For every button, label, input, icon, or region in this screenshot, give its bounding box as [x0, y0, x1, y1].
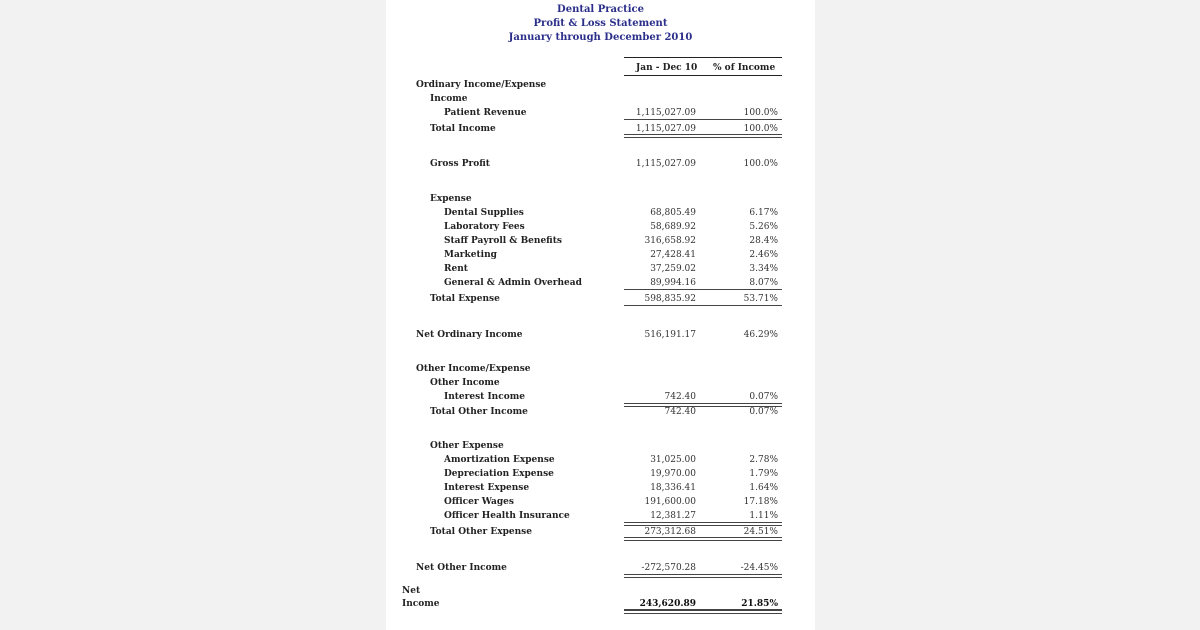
table-row: General & Admin Overhead 89,994.16 8.07% [444, 278, 778, 288]
table-row-total: Total Other Expense 273,312.68 24.51% [430, 527, 778, 537]
table-row: Officer Wages 191,600.00 17.18% [444, 497, 778, 507]
table-row: Interest Income 742.40 0.07% [444, 392, 778, 402]
total-rule [624, 574, 782, 578]
table-row-total: Total Expense 598,835.92 53.71% [430, 294, 778, 304]
total-rule [624, 305, 782, 306]
report-period: January through December 2010 [508, 32, 693, 43]
column-header-percent: % of Income [713, 63, 776, 73]
section-header: Other Income/Expense [416, 364, 531, 374]
table-row: Marketing 27,428.41 2.46% [444, 250, 778, 260]
net-income-rule [624, 609, 782, 614]
total-rule [624, 537, 782, 541]
section-header: Other Income [430, 378, 500, 388]
section-header: Other Expense [430, 441, 504, 451]
report-title: Profit & Loss Statement [533, 18, 668, 29]
table-row: Rent 37,259.02 3.34% [444, 264, 778, 274]
section-header: Ordinary Income/Expense [416, 80, 547, 90]
table-row: Interest Expense 18,336.41 1.64% [444, 483, 778, 493]
company-name: Dental Practice [557, 4, 644, 15]
table-row-total: Total Income 1,115,027.09 100.0% [430, 124, 778, 134]
total-rule [624, 134, 782, 138]
table-row: Staff Payroll & Benefits 316,658.92 28.4% [444, 236, 778, 246]
subtotal-rule [624, 289, 782, 290]
header-rule-top [624, 57, 782, 58]
table-row: Officer Health Insurance 12,381.27 1.11% [444, 511, 778, 521]
column-header-amount: Jan - Dec 10 [636, 63, 698, 73]
table-row: Dental Supplies 68,805.49 6.17% [444, 208, 778, 218]
table-row-gross-profit: Gross Profit 1,115,027.09 100.0% [430, 159, 778, 169]
header-rule-bottom [624, 75, 782, 76]
table-row-net-other-income: Net Other Income -272,570.28 -24.45% [416, 563, 778, 573]
section-header: Income [430, 94, 468, 104]
table-row-total: Total Other Income 742.40 0.07% [430, 407, 778, 417]
report-page [386, 0, 815, 630]
table-row-net-income: Net Income 243,620.89 21.85% [402, 586, 778, 609]
net-income-label-line2: Income [402, 599, 440, 609]
section-header: Expense [430, 194, 472, 204]
net-income-label-line1: Net [402, 586, 421, 596]
table-row: Patient Revenue 1,115,027.09 100.0% [444, 108, 778, 118]
table-row-net-ordinary-income: Net Ordinary Income 516,191.17 46.29% [416, 330, 778, 340]
subtotal-rule [624, 119, 782, 120]
table-row: Laboratory Fees 58,689.92 5.26% [444, 222, 778, 232]
report-title-block [386, 3, 815, 45]
table-row: Amortization Expense 31,025.00 2.78% [444, 455, 778, 465]
table-row: Depreciation Expense 19,970.00 1.79% [444, 469, 778, 479]
